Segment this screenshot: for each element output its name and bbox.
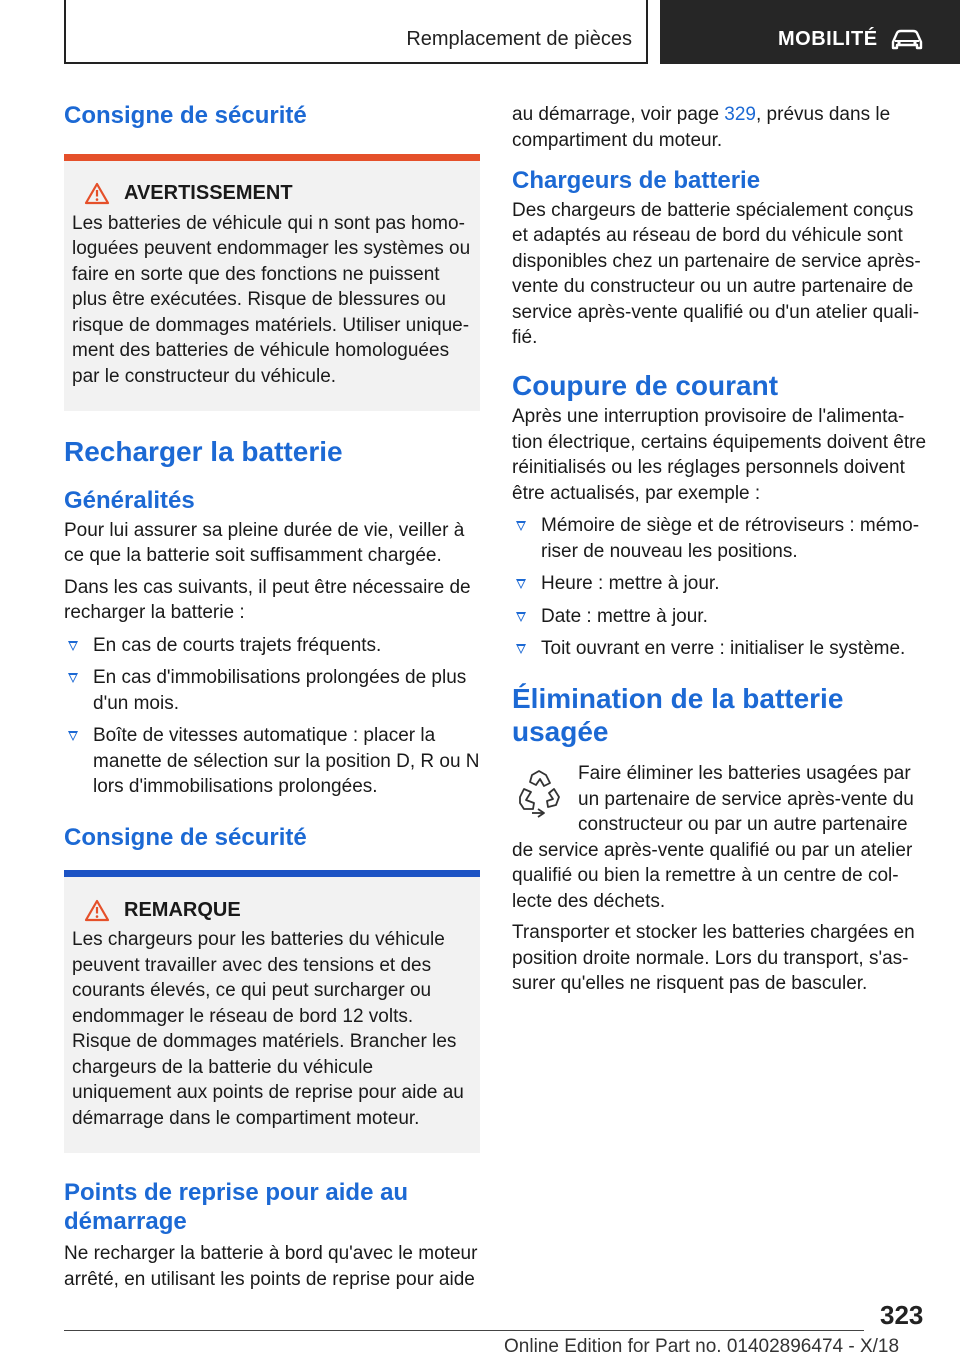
power-cut-text: Après une interruption provisoire de l'alimentation électrique, certains équipements doivent être réinitialisés ou les réglages personnels doivent être actualisés, par exemple : — [512, 406, 927, 504]
warning-bar — [64, 154, 480, 161]
power-cut-heading: Coupure de courant — [512, 369, 779, 401]
left-column — [64, 100, 480, 1292]
list-item: En cas de courts trajets fréquents. — [64, 633, 480, 659]
footer-divider — [64, 1330, 864, 1331]
bullet-triangle-icon — [68, 731, 78, 741]
header-tab — [660, 0, 960, 64]
disposal-heading: Élimination de la batterie usagée — [512, 682, 844, 748]
disposal-block — [512, 761, 928, 914]
note-header — [84, 897, 472, 923]
right-column — [512, 100, 928, 997]
page-number: 323 — [880, 1300, 924, 1330]
chargers-heading: Chargeurs de batterie — [512, 167, 761, 194]
recharge-paragraph-2: Dans les cas suivants, il peut être nécessaire de recharger la batterie : — [64, 576, 471, 624]
list-item: Date : mettre à jour. — [512, 604, 928, 630]
recharge-paragraph-1: Pour lui assurer sa pleine durée de vie, veiller à ce que la batterie soit suffisamment chargée. — [64, 519, 465, 567]
warning-label: AVERTISSEMENT — [124, 182, 293, 205]
power-cut-list — [512, 513, 928, 662]
bullet-triangle-icon — [516, 612, 526, 622]
list-item: Mémoire de siège et de rétroviseurs : mémoriser de nouveau les positions. — [512, 513, 928, 564]
note-label: REMARQUE — [124, 898, 241, 921]
warning-box — [64, 161, 480, 412]
list-item: Toit ouvrant en verre : initialiser le système. — [512, 636, 928, 662]
recharge-heading: Recharger la batterie — [64, 436, 343, 468]
list-item: Heure : mettre à jour. — [512, 571, 928, 597]
car-icon — [890, 28, 924, 52]
header-tab-label: MOBILITÉ — [778, 28, 878, 50]
jump-start-heading: Points de reprise pour aide au démarrage — [64, 1179, 409, 1236]
chargers-text: Des chargeurs de batterie spécialement conçus et adaptés au réseau de bord du véhicule sont disponibles chez un partenaire de service après-vente du constructeur ou un autre partenaire de service après-vente qualifié ou d'un atelier qualifié. — [512, 199, 921, 349]
warning-text: Les batteries de véhicule qui n sont pas homologuées peuvent endommager les systèmes ou faire en sorte que des fonctions ne puissent plus être exécutées. Risque de blessures ou risque de dommages matériels. Utiliser uniquement des batteries de véhicule homologuées par le constructeur du véhicule. — [72, 212, 471, 387]
footer-edition: Online Edition for Part no. 01402896474 - X/18 — [504, 1336, 900, 1357]
safety-heading-1: Consigne de sécurité — [64, 102, 307, 129]
continuation-paragraph: au démarrage, voir page 329, prévus dans le compartiment du moteur. — [512, 104, 891, 151]
warning-triangle-icon — [84, 182, 110, 205]
safety-heading-2: Consigne de sécurité — [64, 823, 307, 851]
header-section-title: Remplacement de pièces — [406, 28, 632, 50]
page-link[interactable]: 329 — [724, 104, 756, 125]
general-heading: Généralités — [64, 486, 195, 514]
list-item: En cas d'immobilisations prolongées de plus d'un mois. — [64, 665, 480, 716]
recycle-icon — [512, 767, 566, 821]
bullet-triangle-icon — [516, 521, 526, 531]
bullet-triangle-icon — [516, 579, 526, 589]
note-text: Les chargeurs pour les batteries du véhicule peuvent travailler avec des tensions et des courants élevés, ce qui peut surcharger ou endommager le réseau de bord 12 volts. Risque de dommages matériels. Brancher les chargeurs de la batterie du véhicule uniquement aux points de reprise pour aide au démarrage dans le compartiment moteur. — [72, 929, 464, 1129]
note-box — [64, 877, 480, 1153]
bullet-triangle-icon — [516, 644, 526, 654]
note-bar — [64, 870, 480, 877]
disposal-text: Faire éliminer les batteries usagées par un partenaire de service après-vente du constructeur ou par un autre partenaire de service après-vente qualifié ou par un atelier qualifié ou bien la remettre à un centre de collecte des déchets. — [512, 763, 914, 912]
header-section-box — [64, 0, 648, 64]
bullet-triangle-icon — [68, 641, 78, 651]
transport-text: Transporter et stocker les batteries chargées en position droite normale. Lors du transport, s'assurer qu'elles ne risquent pas de basculer. — [512, 922, 915, 995]
jump-start-text: Ne recharger la batterie à bord qu'avec le moteur arrêté, en utilisant les points de reprise pour aide — [64, 1243, 478, 1290]
note-triangle-icon — [84, 899, 110, 922]
warning-header — [84, 181, 472, 207]
recharge-list — [64, 633, 480, 800]
list-item: Boîte de vitesses automatique : placer la manette de sélection sur la position D, R ou N lors d'immobilisations prolongées. — [64, 723, 480, 800]
bullet-triangle-icon — [68, 673, 78, 683]
